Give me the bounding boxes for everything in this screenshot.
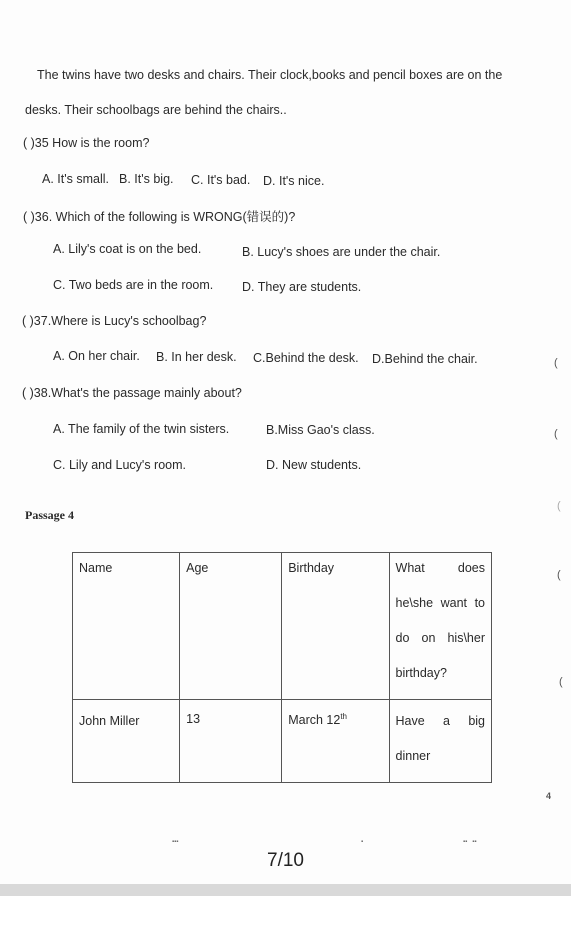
margin-paren-1: ( [554,357,558,369]
scan-speck: ▪▪▪ [172,839,179,845]
table-header-name: Name [73,553,180,700]
table-header-birthday: Birthday [282,553,389,700]
question-38-stem: ( )38.What's the passage mainly about? [22,386,242,400]
question-37-option-a: A. On her chair. [53,349,140,363]
question-35-option-b: B. It's big. [119,172,174,186]
scan-speck: ▪ [361,839,364,845]
question-35-option-d: D. It's nice. [263,174,325,188]
question-35-option-a: A. It's small. [42,172,109,186]
question-36-option-b: B. Lucy's shoes are under the chair. [242,245,441,259]
question-36-option-c: C. Two beds are in the room. [53,278,214,292]
question-36-option-a: A. Lily's coat is on the bed. [53,242,202,256]
margin-paren-5: ( [559,676,563,688]
question-38-option-a: A. The family of the twin sisters. [53,422,230,436]
birthday-value: March 12 [288,713,341,728]
question-38-option-b: B.Miss Gao's class. [266,423,375,437]
question-37-option-d: D.Behind the chair. [372,352,478,366]
table-cell-age: 13 [180,700,282,783]
table-row [73,700,492,783]
table-header-row [73,553,492,700]
table-cell-birthday [282,700,389,783]
intro-line-1: The twins have two desks and chairs. Their clock,books and pencil boxes are on the [37,68,503,82]
passage-title: Passage 4 [25,508,74,522]
margin-paren-2: ( [554,428,558,440]
question-37-option-b: B. In her desk. [156,350,237,364]
question-37-option-c: C.Behind the desk. [253,351,359,365]
question-35-stem: ( )35 How is the room? [23,136,150,150]
table-cell-name: John Miller [73,700,180,783]
question-38-option-d: D. New students. [266,458,362,472]
margin-paren-3: ( [557,500,561,512]
margin-paren-4: ( [557,569,561,581]
viewer-bottom-bar [0,884,571,896]
intro-line-2: desks. Their schoolbags are behind the chairs.. [25,103,287,117]
table-header-plan-text: What does he\she want to do on his\her birthday? [395,561,485,680]
info-table [72,552,492,783]
question-37-stem: ( )37.Where is Lucy's schoolbag? [22,314,207,328]
question-38-option-c: C. Lily and Lucy's room. [53,458,186,472]
birthday-suffix: th [340,712,347,721]
margin-page-corner: 4 [546,791,552,801]
question-36-stem: ( )36. Which of the following is WRONG(错误的)? [23,210,296,224]
question-35-option-c: C. It's bad. [191,173,251,187]
table-cell-plan-text: Have a big dinner [395,714,485,763]
table-header-plan [389,553,491,700]
question-36-option-d: D. They are students. [242,280,362,294]
table-cell-plan [389,700,491,783]
page-indicator: 7/10 [267,850,304,871]
scan-speck: ▪▪ ▪▪ [463,839,477,845]
table-header-age: Age [180,553,282,700]
